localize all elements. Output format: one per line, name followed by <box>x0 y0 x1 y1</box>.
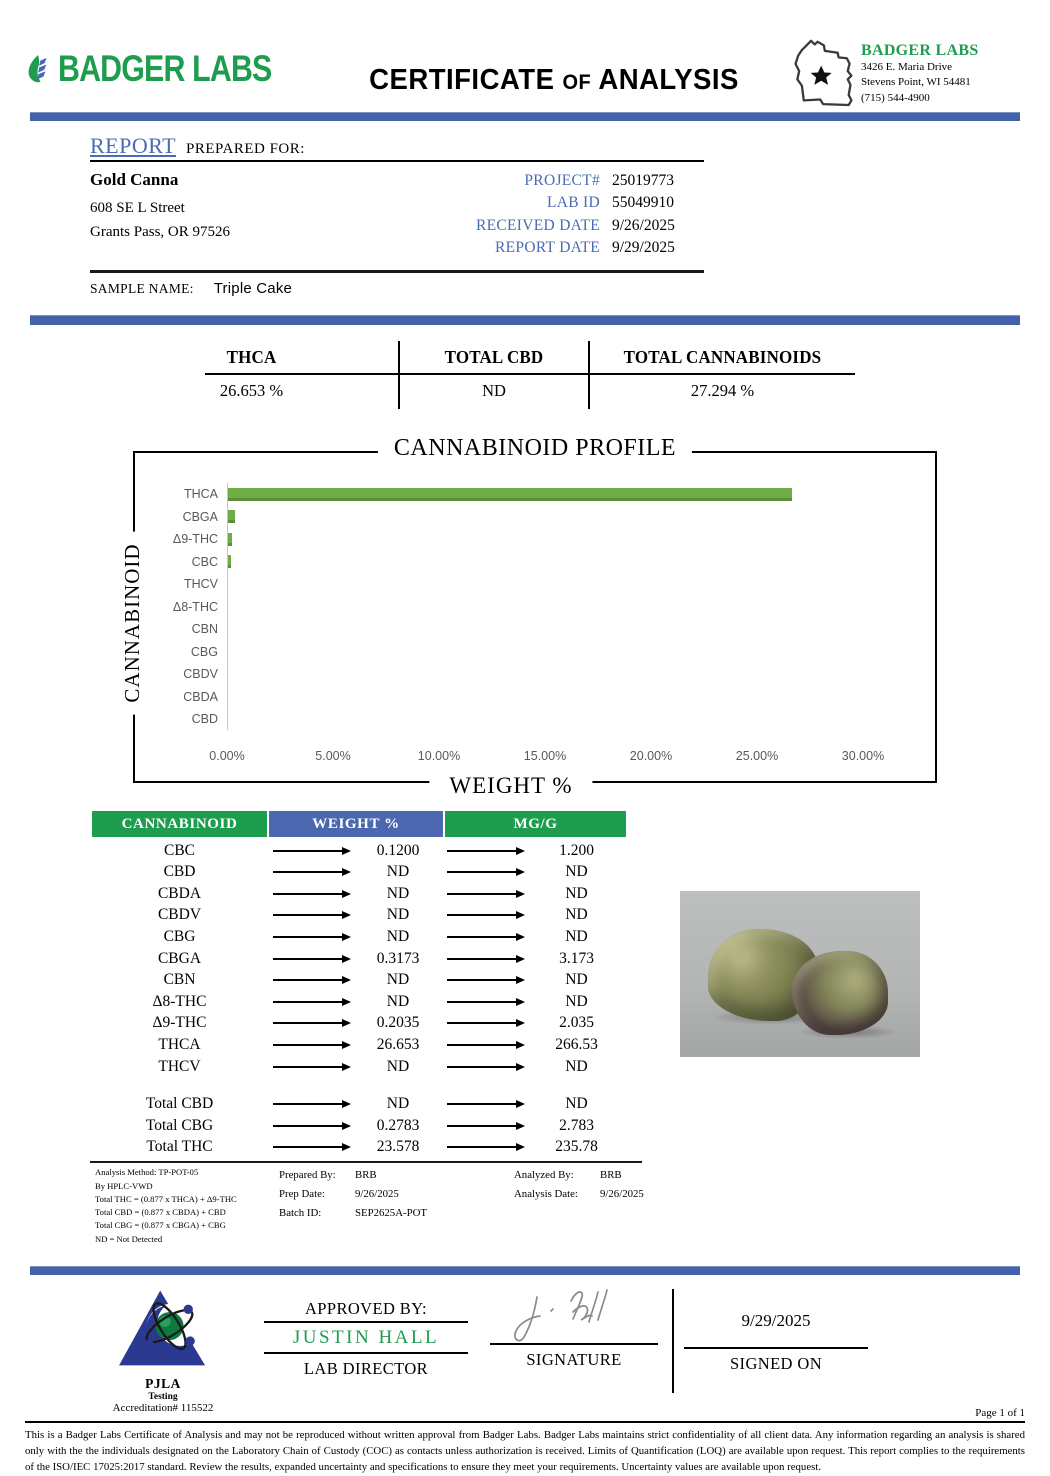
chart-row <box>135 685 935 708</box>
table-row <box>92 1034 624 1056</box>
note-row <box>514 1166 734 1185</box>
cell-mg-per-g: ND <box>565 1095 588 1113</box>
chart-bar-track <box>227 595 863 618</box>
table-row <box>92 883 624 905</box>
note-value: BRB <box>355 1169 377 1182</box>
cell-mg-per-g: 266.53 <box>555 1036 598 1054</box>
cell-cannabinoid-name: Δ8-THC <box>152 992 207 1010</box>
chart-row <box>135 708 935 731</box>
table-row <box>92 905 624 927</box>
meta-row <box>440 170 704 192</box>
cell-weight-percent: 0.1200 <box>376 841 420 859</box>
cell-mg-per-g: ND <box>565 1057 588 1075</box>
note-row <box>279 1166 484 1185</box>
cell-mg-per-g: 3.173 <box>559 949 594 967</box>
cell-mg-per-g: 2.783 <box>559 1116 594 1134</box>
arrow-icon <box>273 871 349 873</box>
pjla-sub: Testing <box>148 1392 178 1403</box>
summary-value: ND <box>482 380 506 400</box>
approver-title: LAB DIRECTOR <box>303 1359 429 1379</box>
approved-by-block <box>264 1285 468 1407</box>
table-row <box>92 840 624 862</box>
report-word: REPORT <box>90 133 177 158</box>
arrow-icon <box>273 958 349 960</box>
cell-cannabinoid-name: Total CBD <box>145 1095 214 1113</box>
cell-mg-per-g: ND <box>565 971 588 989</box>
chart-bar-track <box>227 550 863 573</box>
results-table-rows <box>92 837 624 1094</box>
chart-bar-track <box>227 640 863 663</box>
chart-plot-area <box>135 483 935 737</box>
divider-bar-bottom <box>30 1266 1020 1275</box>
meta-label: LAB ID <box>546 194 600 212</box>
table-row <box>92 1056 624 1078</box>
arrow-icon <box>273 1022 349 1024</box>
arrow-icon <box>273 1146 349 1148</box>
analysis-notes <box>95 1163 1050 1246</box>
chart-x-ticks <box>209 748 885 765</box>
arrow-icon <box>273 936 349 938</box>
page-header <box>0 0 1050 112</box>
arrow-icon <box>447 893 523 895</box>
analyzed-notes <box>514 1166 734 1246</box>
note-label: Analysis Date: <box>514 1188 578 1201</box>
cell-weight-percent: ND <box>386 1057 410 1075</box>
client-block <box>90 170 230 260</box>
chart-category-label: CBD <box>191 712 218 727</box>
chart-bar-track <box>227 663 863 686</box>
arrow-icon <box>447 979 523 981</box>
chart-x-tick-label: 5.00% <box>315 748 351 763</box>
cell-cannabinoid-name: Total THC <box>146 1138 213 1156</box>
chart-x-tick-label: 25.00% <box>735 748 779 763</box>
sample-photo <box>680 891 920 1057</box>
prep-notes <box>279 1166 484 1246</box>
cell-weight-percent: 23.578 <box>376 1138 420 1156</box>
cell-cannabinoid-name: CBGA <box>157 949 202 967</box>
summary-header: THCA <box>226 346 277 367</box>
arrow-icon <box>273 1066 349 1068</box>
meta-label: REPORT DATE <box>495 239 600 257</box>
chart-bar-track <box>227 483 863 506</box>
arrow-icon <box>273 1125 349 1127</box>
prepared-for-label: PREPARED FOR: <box>186 141 305 157</box>
meta-label: PROJECT# <box>524 172 600 189</box>
cell-cannabinoid-name: CBC <box>163 841 195 859</box>
arrow-icon <box>447 1044 523 1046</box>
chart-category-label: CBN <box>191 622 218 637</box>
logo-text: BADGER LABS <box>57 48 272 89</box>
arrow-icon <box>447 1001 523 1003</box>
chart-row <box>135 595 935 618</box>
cell-weight-percent: 0.2783 <box>376 1116 420 1134</box>
chart-category-label: CBGA <box>182 509 218 524</box>
chart-category-label: THCV <box>183 577 218 592</box>
chart-x-tick-label: 30.00% <box>841 748 885 763</box>
cell-weight-percent: ND <box>386 1095 410 1113</box>
chart-x-tick-label: 10.00% <box>417 748 461 763</box>
cell-weight-percent: ND <box>386 971 410 989</box>
note-value: 9/26/2025 <box>355 1188 399 1201</box>
results-header-cell: CANNABINOID <box>92 811 267 837</box>
chart-x-tick-label: 20.00% <box>629 748 673 763</box>
cell-cannabinoid-name: CBG <box>163 928 196 946</box>
arrow-icon <box>447 1066 523 1068</box>
footer-disclaimer: This is a Badger Labs Certificate of Analysis and may not be reproduced without written approval from Badger Labs. Badger Labs maintains strict confidentiality of all client data. Any information regarding an analysis is shared only with the the individuals designated on the Laboratory Chain of Custody (COC) as contacts unless authorization is received. Limits of Quantification (LOQ) are available upon request. This report complies to the requirements of the ISO/IEC 17025:2017 standard. Review the results, expanded uncertainty and specifications to ensure they meet your requirements. Uncertainty values are available upon request. <box>25 1421 1025 1476</box>
meta-row <box>440 237 704 259</box>
cell-mg-per-g: ND <box>565 884 588 902</box>
results-header-cell: MG/G <box>445 811 626 837</box>
pjla-name: PJLA <box>145 1376 181 1392</box>
meta-value: 9/26/2025 <box>612 216 675 234</box>
note-label: Prep Date: <box>279 1188 325 1201</box>
signed-date: 9/29/2025 <box>741 1311 811 1331</box>
approval-divider <box>672 1289 674 1393</box>
method-notes <box>95 1166 267 1246</box>
signature-label: SIGNATURE <box>526 1350 622 1370</box>
pjla-accreditation-block <box>88 1285 238 1415</box>
signature-block <box>490 1285 658 1407</box>
totals-gap <box>92 1077 624 1093</box>
arrow-icon <box>447 1103 523 1105</box>
arrow-icon <box>273 1001 349 1003</box>
approved-by-label: APPROVED BY: <box>264 1299 468 1323</box>
lab-address-card <box>790 30 1028 114</box>
cell-cannabinoid-name: CBDV <box>157 906 202 924</box>
cell-cannabinoid-name: THCV <box>158 1057 201 1075</box>
chart-category-label: CBG <box>190 644 218 659</box>
approver-name: JUSTIN HALL <box>264 1323 468 1354</box>
arrow-icon <box>273 1044 349 1046</box>
cell-cannabinoid-name: CBDA <box>157 884 202 902</box>
sample-name-row <box>90 273 704 297</box>
chart-row <box>135 573 935 596</box>
chart-bar-track <box>227 708 863 731</box>
client-address2: Grants Pass, OR 97526 <box>90 224 231 240</box>
signed-on-label: SIGNED ON <box>729 1354 823 1374</box>
chart-row <box>135 528 935 551</box>
table-row <box>92 1013 624 1035</box>
chart-x-axis-label: WEIGHT % <box>429 773 592 799</box>
chart-row <box>135 640 935 663</box>
cell-mg-per-g: ND <box>565 863 588 881</box>
table-row <box>92 1115 624 1137</box>
arrow-icon <box>273 979 349 981</box>
chart-category-label: CBDA <box>183 689 218 704</box>
chart-x-tick-label: 0.00% <box>209 748 245 763</box>
client-address1: 608 SE L Street <box>90 200 185 216</box>
lab-phone: (715) 544-4900 <box>861 91 930 104</box>
cell-weight-percent: ND <box>386 863 410 881</box>
arrow-icon <box>447 871 523 873</box>
chart-bar <box>228 488 792 501</box>
chart-category-label: Δ8-THC <box>172 599 218 614</box>
chart-y-axis-label: CANNABINOID <box>120 532 145 715</box>
chart-row <box>135 663 935 686</box>
table-row <box>92 969 624 991</box>
note-label: Prepared By: <box>279 1169 336 1182</box>
table-row <box>92 991 624 1013</box>
meta-value: 25019773 <box>612 172 674 189</box>
method-note-line: Total CBD = (0.877 x CBDA) + CBD <box>95 1207 226 1218</box>
cell-cannabinoid-name: CBN <box>163 971 196 989</box>
summary-header-rule <box>205 373 855 376</box>
method-note-line: Total CBG = (0.877 x CBGA) + CBG <box>95 1220 226 1231</box>
chart-bar-track <box>227 685 863 708</box>
divider-bar-summary <box>30 315 1020 325</box>
note-label: Batch ID: <box>279 1206 322 1219</box>
signature-icon <box>499 1285 649 1343</box>
wisconsin-state-icon <box>790 30 856 114</box>
table-row <box>92 926 624 948</box>
page-number: Page 1 of 1 <box>975 1407 1025 1420</box>
table-row <box>92 1137 624 1159</box>
meta-row <box>440 192 704 214</box>
sample-name-value: Triple Cake <box>213 279 293 297</box>
cell-weight-percent: ND <box>386 992 410 1010</box>
document-title: CERTIFICATE OF ANALYSIS <box>369 64 739 96</box>
cell-mg-per-g: 2.035 <box>559 1014 594 1032</box>
report-section <box>90 133 704 297</box>
cannabis-bud-right <box>792 951 888 1035</box>
summary-header: TOTAL CANNABINOIDS <box>623 346 822 367</box>
chart-bar-track <box>227 528 863 551</box>
table-row <box>92 948 624 970</box>
arrow-icon <box>447 936 523 938</box>
chart-row <box>135 550 935 573</box>
cell-cannabinoid-name: THCA <box>158 1036 201 1054</box>
cell-mg-per-g: ND <box>565 992 588 1010</box>
chart-category-label: CBC <box>191 554 218 569</box>
chart-category-label: THCA <box>183 487 218 502</box>
table-row <box>92 1093 624 1115</box>
arrow-icon <box>273 850 349 852</box>
pjla-logo-icon <box>111 1285 215 1371</box>
cell-mg-per-g: 1.200 <box>559 841 594 859</box>
chart-bar-track <box>227 618 863 641</box>
signed-on-block <box>684 1285 868 1407</box>
note-value: BRB <box>600 1169 622 1182</box>
summary-value: 26.653 % <box>219 380 284 400</box>
note-row <box>279 1185 484 1204</box>
report-meta <box>440 170 704 260</box>
summary-value: 27.294 % <box>690 380 755 400</box>
meta-label: RECEIVED DATE <box>475 216 600 234</box>
arrow-icon <box>447 850 523 852</box>
chart-bar <box>228 510 235 523</box>
note-value: 9/26/2025 <box>600 1188 644 1201</box>
results-area <box>0 811 1050 1246</box>
chart-bar <box>228 555 231 568</box>
method-note-line: By HPLC-VWD <box>95 1180 153 1191</box>
cell-weight-percent: 26.653 <box>376 1036 420 1054</box>
method-note-line: Analysis Method: TP-POT-05 <box>95 1167 199 1178</box>
badger-labs-logo <box>26 30 318 100</box>
cell-weight-percent: 0.2035 <box>376 1014 420 1032</box>
chart-row <box>135 505 935 528</box>
cell-weight-percent: ND <box>386 928 410 946</box>
cell-mg-per-g: ND <box>565 906 588 924</box>
chart-bar <box>228 533 232 546</box>
chart-row <box>135 483 935 506</box>
lab-name: BADGER LABS <box>861 42 979 59</box>
cell-mg-per-g: ND <box>565 928 588 946</box>
summary-table <box>105 341 855 409</box>
method-note-line: ND = Not Detected <box>95 1233 163 1244</box>
report-heading <box>90 133 704 162</box>
arrow-icon <box>447 958 523 960</box>
arrow-icon <box>447 1022 523 1024</box>
cell-weight-percent: ND <box>386 884 410 902</box>
chart-category-label: CBDV <box>183 667 218 682</box>
arrow-icon <box>273 914 349 916</box>
arrow-icon <box>447 914 523 916</box>
method-note-line: Total THC = (0.877 x THCA) + Δ9-THC <box>95 1193 237 1204</box>
note-label: Analyzed By: <box>514 1169 574 1182</box>
chart-x-tick-label: 15.00% <box>523 748 567 763</box>
results-header-cell: WEIGHT % <box>269 811 443 837</box>
note-value: SEP2625A-POT <box>355 1206 427 1219</box>
note-row <box>514 1185 734 1204</box>
chart-title: CANNABINOID PROFILE <box>378 435 692 462</box>
arrow-icon <box>447 1125 523 1127</box>
cell-mg-per-g: 235.78 <box>555 1138 598 1156</box>
results-table-header <box>92 811 624 837</box>
chart-bar-track <box>227 505 863 528</box>
meta-value: 55049910 <box>612 194 674 212</box>
accreditation-number: Accreditation# 115522 <box>112 1402 214 1415</box>
meta-value: 9/29/2025 <box>612 239 675 257</box>
cell-cannabinoid-name: CBD <box>163 863 196 881</box>
cell-cannabinoid-name: Δ9-THC <box>152 1014 207 1032</box>
table-row <box>92 861 624 883</box>
summary-header: TOTAL CBD <box>444 346 544 367</box>
note-row <box>279 1204 484 1223</box>
meta-row <box>440 215 704 237</box>
results-table-totals <box>92 1093 624 1158</box>
arrow-icon <box>273 893 349 895</box>
cannabinoid-profile-chart <box>120 434 937 798</box>
chart-category-label: Δ9-THC <box>172 532 218 547</box>
arrow-icon <box>447 1146 523 1148</box>
leaf-logo-icon <box>26 38 51 100</box>
lab-address2: Stevens Point, WI 54481 <box>861 76 971 89</box>
cell-cannabinoid-name: Total CBG <box>145 1116 214 1134</box>
arrow-icon <box>273 1103 349 1105</box>
cell-weight-percent: 0.3173 <box>376 949 420 967</box>
lab-address1: 3426 E. Maria Drive <box>861 61 953 73</box>
sample-name-label: SAMPLE NAME: <box>90 280 194 296</box>
cell-weight-percent: ND <box>386 906 410 924</box>
chart-bar-track <box>227 573 863 596</box>
client-name: Gold Canna <box>90 170 179 189</box>
chart-row <box>135 618 935 641</box>
